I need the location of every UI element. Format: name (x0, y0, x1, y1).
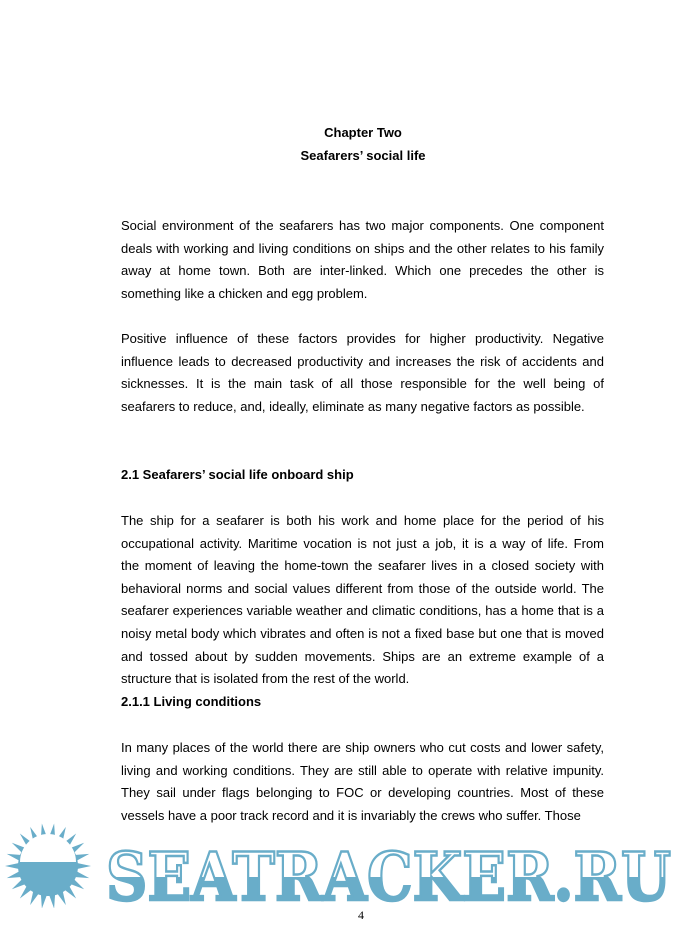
text-line: sicknesses. It is the main task of all those responsible for the well being of (121, 376, 604, 392)
text-line: vessels have a poor track record and it is invariably the crews who suffer. Those (121, 807, 581, 823)
text-line: structure that is isolated from the rest of the world. (121, 671, 410, 687)
section-heading-2-1-1: 2.1.1 Living conditions (121, 694, 262, 709)
text-line: something like a chicken and egg problem. (121, 285, 368, 301)
text-line: Positive influence of these factors provides for higher productivity. Negative (121, 331, 604, 346)
seatracker-watermark (0, 820, 684, 908)
section-heading-2-1: 2.1 Seafarers’ social life onboard ship (121, 467, 354, 482)
text-line: living and working conditions. They are still able to operate with relative impunity. (121, 762, 604, 778)
text-line: In many places of the world there are ship owners who cut costs and lower safety, (121, 740, 604, 755)
sun-logo-icon (5, 823, 91, 908)
chapter-label: Chapter Two (324, 125, 402, 140)
text-line: noisy metal body which vibrates and often is not a fixed base but one that is moved (121, 625, 604, 641)
text-line: influence leads to decreased productivity and increases the risk of accidents and (121, 353, 604, 369)
text-line: away at home town. Both are inter-linked. Which one precedes the other is (121, 263, 604, 279)
text-line: and tossed about by sudden movements. Ships are an extreme example of a (121, 648, 604, 664)
intro-paragraph-2 (121, 328, 604, 418)
section-2-1-paragraph (121, 510, 604, 691)
text-line: deals with working and living conditions on ships and the other relates to his family (121, 240, 604, 256)
text-line: seafarers to reduce, and, ideally, eliminate as many negative factors as possible. (121, 398, 585, 414)
text-line: The ship for a seafarer is both his work and home place for the period of his (121, 513, 604, 528)
page-number: 4 (358, 908, 364, 922)
text-line: Social environment of the seafarers has two major components. One component (121, 218, 604, 233)
chapter-title: Seafarers’ social life (300, 148, 426, 163)
text-line: the moment of leaving the home-town the seafarer lives in a closed society with (121, 558, 604, 574)
text-line: seafarer experiences variable weather and climatic conditions, has a home that is a (121, 603, 604, 619)
watermark-text: SEATRACKER.RU (106, 838, 671, 908)
intro-paragraph-1 (121, 215, 604, 305)
section-2-1-1-paragraph (121, 737, 604, 827)
text-line: behavioral norms and social values different from those of the outside world. The (121, 580, 604, 596)
text-line: occupational activity. Maritime vocation is not just a job, it is a way of life. From (121, 535, 604, 551)
text-line: They sail under flags belonging to FOC or developing countries. Most of these (121, 785, 604, 801)
